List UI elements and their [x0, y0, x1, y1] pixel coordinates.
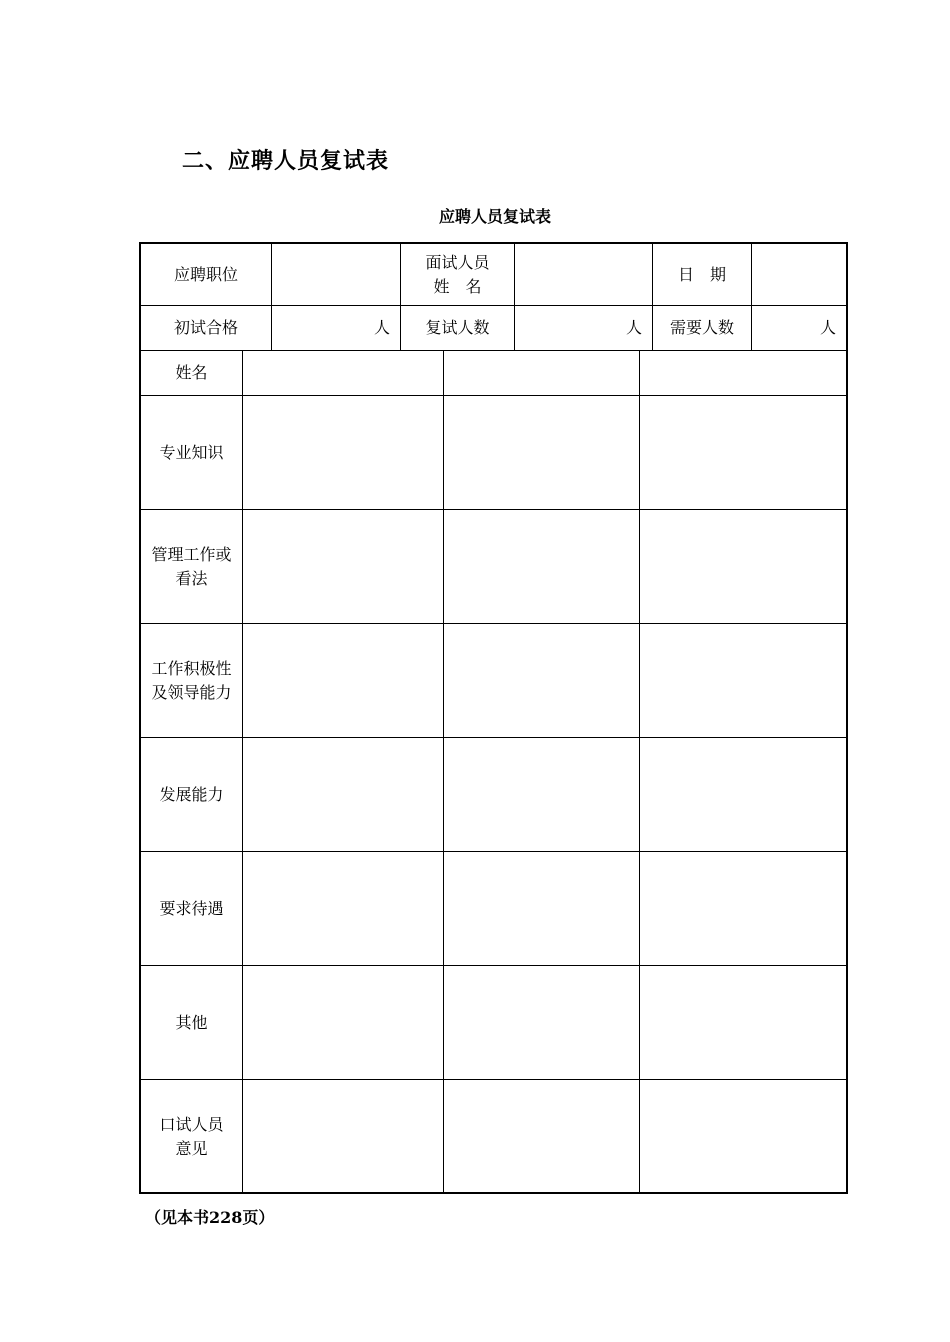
label-line: 口试人员 [159, 1114, 224, 1134]
evaluation-field[interactable] [640, 624, 846, 737]
evaluation-field[interactable] [243, 510, 443, 623]
form-title: 应聘人员复试表 [438, 207, 551, 226]
evaluation-field[interactable] [444, 966, 639, 1079]
interviewer-label-line: 姓 名 [433, 276, 482, 296]
needed-label: 需要人数 [669, 318, 734, 337]
evaluation-field[interactable] [444, 510, 639, 623]
section-heading: 二、应聘人员复试表 [182, 149, 390, 174]
candidate-name-field[interactable] [444, 351, 639, 395]
evaluation-field[interactable] [243, 738, 443, 851]
interviewer-name-field[interactable] [515, 244, 652, 305]
interviewer-opinion-label [141, 1080, 242, 1193]
second-round-label: 复试人数 [425, 318, 490, 337]
professional-knowledge-label: 专业知识 [159, 442, 224, 462]
interviewer-name-label [401, 244, 514, 305]
salary-label: 要求待遇 [159, 898, 224, 918]
footer-note: （见本书228页） [145, 1208, 275, 1227]
candidate-name-field[interactable] [243, 351, 443, 395]
development-label: 发展能力 [159, 784, 224, 804]
second-round-field[interactable]: 人 [625, 318, 642, 337]
passed-first-label: 初试合格 [173, 318, 238, 337]
evaluation-field[interactable] [243, 1080, 443, 1193]
needed-field[interactable]: 人 [819, 318, 836, 337]
evaluation-field[interactable] [243, 852, 443, 965]
evaluation-field[interactable] [640, 852, 846, 965]
evaluation-field[interactable] [640, 966, 846, 1079]
evaluation-field[interactable] [243, 624, 443, 737]
management-view-label [141, 510, 242, 623]
initiative-leadership-label [141, 624, 242, 737]
position-label: 应聘职位 [173, 264, 238, 284]
evaluation-field[interactable] [243, 396, 443, 509]
evaluation-field[interactable] [640, 396, 846, 509]
evaluation-field[interactable] [640, 738, 846, 851]
passed-first-field[interactable]: 人 [373, 318, 390, 337]
evaluation-field[interactable] [444, 852, 639, 965]
label-line: 工作积极性 [151, 658, 232, 678]
name-label: 姓名 [175, 363, 208, 382]
label-line: 看法 [175, 568, 208, 588]
evaluation-field[interactable] [640, 1080, 846, 1193]
position-field[interactable] [272, 244, 400, 305]
interviewer-label-line: 面试人员 [425, 252, 490, 272]
candidate-name-field[interactable] [640, 351, 846, 395]
label-line: 意见 [175, 1138, 208, 1158]
date-field[interactable] [752, 244, 846, 305]
other-label: 其他 [175, 1012, 208, 1032]
evaluation-field[interactable] [444, 396, 639, 509]
evaluation-field[interactable] [444, 624, 639, 737]
label-line: 管理工作或 [151, 544, 232, 564]
evaluation-field[interactable] [444, 738, 639, 851]
evaluation-field[interactable] [640, 510, 846, 623]
label-line: 及领导能力 [151, 682, 232, 702]
evaluation-field[interactable] [243, 966, 443, 1079]
evaluation-field[interactable] [444, 1080, 639, 1193]
date-label: 日 期 [677, 264, 726, 284]
